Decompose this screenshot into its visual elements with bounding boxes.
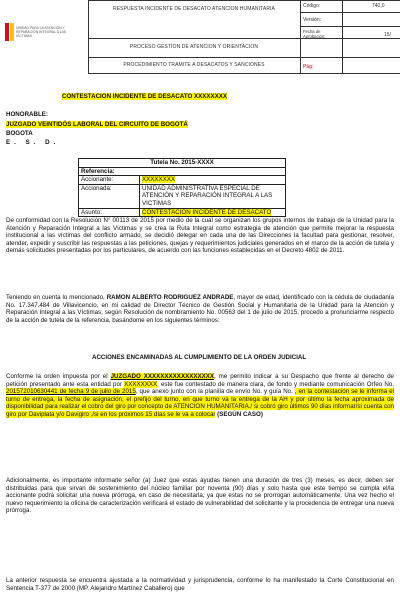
accionada-label: Accionada: — [79, 184, 140, 208]
paragraph-jurisprudencia: La anterior respuesta se encuentra ajustada a la normatividad y jurisprudencia, conforme lo ha manifestado la Corte Constitucional en Sentencia T-377 de 2000 (MP. Alejandro Martínez Caballero) que — [6, 577, 394, 592]
paragraph-director: Teniendo en cuenta lo mencionado, RAMON ALBERTO RODRIGUEZ ANDRADE, mayor de edad, identificado con la cédula de ciudadanía No. 17.347.484 de Villavicencio, en mi calidad de Director Técnico de Gestión Social y Humanitaria de la Unidad para la Atención y Reparación Integral a las Víctimas, según Resolución de nombramiento No. 00563 del 1 de julio de 2015, procedo a pronunciarme respecto de la acción de tutela de la referencia, basándome en los siguientes términos: — [6, 294, 394, 324]
document-title: CONTESTACION INCIDENTE DE DESACATO XXXXXXXX — [62, 93, 228, 100]
tutela-number: Tutela No. 2015-XXXX — [79, 159, 286, 168]
codigo-value: 740,0 — [372, 3, 385, 9]
form-title: RESPUESTA INCIDENTE DE DESACATO ATENCION HUMANITARIA — [113, 6, 275, 12]
paragraph-adicionalmente: Adicionalmente, es importante informarle señor (a) Juez que estas ayudas tienen una duración de tres (3) meses, es decir, deben ser distribuidas para que sirvan de sostenimiento del núcleo familiar por noventa (90) días y solo hasta que este tiempo se cumpla el/la accionante podrá solicitar una nueva prórroga, en caso de necesitarla, ya que estas no se prorrogan automáticamente. Una vez hecho el nuevo requerimiento la oficina de caracterización verificará el estado de vulnerabilidad del solicitante y la procedencia de entregar una nueva prórroga. — [6, 477, 394, 515]
version-label: Versión: — [303, 17, 322, 23]
honorable-label: HONORABLE: — [6, 111, 48, 118]
fecha-aprobacion-label: Fecha de Aprobación: — [303, 29, 326, 39]
procedure-name: PROCEDIMIENTO TRAMITE A DESACATOS Y SANCIONES — [123, 62, 265, 68]
pagina-label: Pág: — [303, 64, 314, 70]
fecha-aprobacion-value: 15/ — [384, 32, 391, 38]
accionante-value: XXXXXXXX — [140, 176, 286, 185]
logo-text: UNIDAD PARA LA ATENCIÓN Y REPARACIÓN INTEGRAL A LAS VÍCTIMAS — [16, 26, 67, 38]
codigo-label: Código: — [303, 3, 321, 9]
process-name: PROCESO GESTION DE ATENCION Y ORIENTACION — [129, 44, 259, 50]
accionada-value: UNIDAD ADMINISTRATIVA ESPECIAL DE ATENCIÓN Y REPARACIÓN INTEGRAL A LAS VICTIMAS — [140, 184, 286, 208]
city: BOGOTA — [6, 130, 33, 137]
paragraph-orden-judicial: Conforme la orden impuesta por el JUZGADO XXXXXXXXXXXXXXXXX, me permito indicar a su Despacho que frente al derecho de petición presentado ante esta entidad por XXXXXXXX, este fue contestado de manera clara, de fondo y mediante comunicación Orfeo No. 201572010630441 de fecha 9 de julio de 2015, que anexo junto con la planilla de envío No. y guía No. , en la contestación se le informa el turno de entrega, la fecha de asignación, el prefijo del turno, en que turno va la entrega de la AH y por último la fecha aproximada de disponibilidad para realizar el cobro del giro por concepto de ATENCION HUMANITARIA./ si cobró giro últimos 90 días informar/si cuenta con giro por Daviplata y/o Davigiro ,/si en los próximos 15 días se le va a colocar (SEGÚN CASO) — [6, 373, 394, 418]
referencia-label: Referencia: — [79, 167, 286, 176]
section-heading: ACCIONES ENCAMINADAS AL CUMPLIMIENTO DE LA ORDEN JUDICIAL — [92, 354, 307, 361]
unidad-victimas-logo — [4, 22, 82, 50]
esd: E. S. D. — [6, 139, 60, 146]
accionante-label: Accionante: — [79, 176, 140, 185]
document-header — [0, 0, 400, 76]
reference-table — [78, 158, 286, 217]
asunto-value: CONTESTACIÓN INCIDENTE DE DESACATO — [140, 208, 286, 217]
court-name: JUZGADO VEINTIDÓS LABORAL DEL CIRCUITO DE BOGOTÁ — [6, 121, 188, 128]
asunto-label: Asunto: — [79, 208, 140, 217]
paragraph-resolucion: De conformidad con la Resolución N° 00113 de 2015 por medio de la cual se organizan los grupos internos de trabajo de la Unidad para la Atención y Reparación Integral a las Víctimas y se crea la Ruta Integral como estrategia de atención que permite mejorar la respuesta institucional a las víctimas del conflicto armado, se decidió delegar en cada una de las Direcciones la facultad para gestionar, resolver, atender, expedir y suscribir las respuestas a las peticiones, quejas y requerimientos judiciales generados en el marco de la acción de tutela y demás solicitudes presentadas por los particulares, de acuerdo con las funciones establecidas en el Decreto 4802 de 2011. — [6, 217, 394, 255]
